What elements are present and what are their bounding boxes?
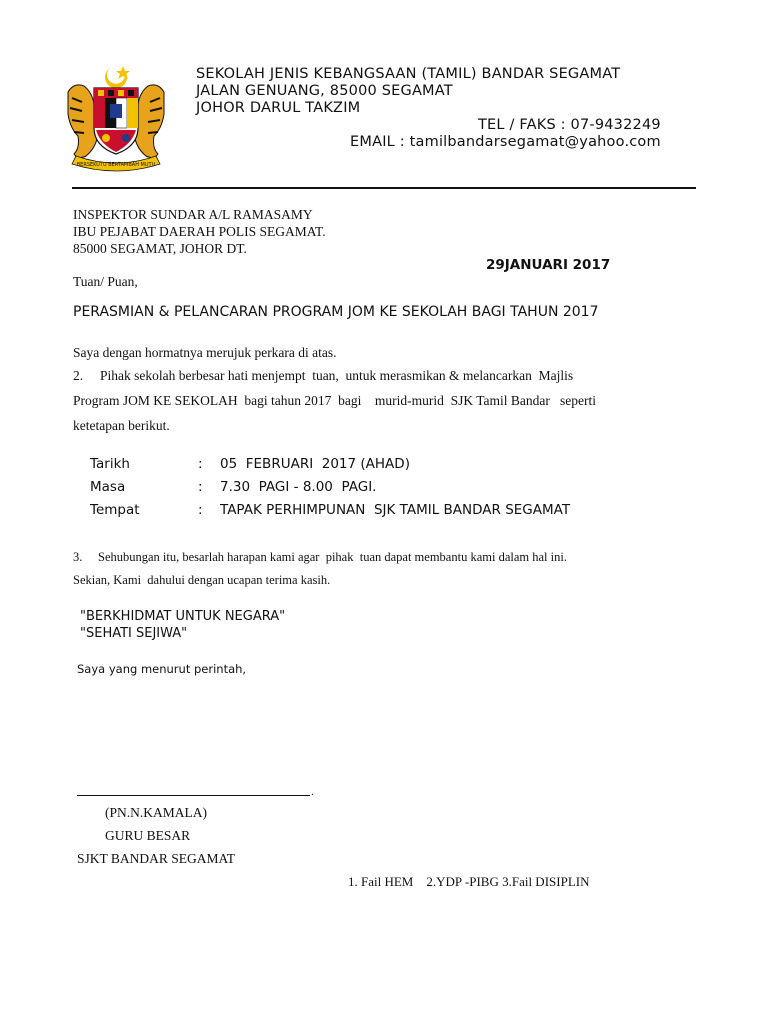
body-paragraph-2-line-1: 2. Pihak sekolah berbesar hati menjempt tuan, untuk merasmikan & melancarkan Majlis <box>73 368 574 383</box>
phone-fax: TEL / FAKS : 07-9432249 <box>478 117 661 133</box>
address-line-2: JOHOR DARUL TAKZIM <box>196 100 361 116</box>
motto-line-2: "SEHATI SEJIWA" <box>80 626 188 641</box>
school-name: SEKOLAH JENIS KEBANGSAAN (TAMIL) BANDAR SEGAMAT <box>196 66 621 82</box>
letter-subject: PERASMIAN & PELANCARAN PROGRAM JOM KE SEKOLAH BAGI TAHUN 2017 <box>73 304 599 320</box>
event-value: 7.30 PAGI - 8.00 PAGI. <box>220 479 377 495</box>
coat-of-arms-emblem <box>60 62 172 174</box>
event-label: Masa <box>90 479 126 495</box>
address-line-1: JALAN GENUANG, 85000 SEGAMAT <box>196 83 453 99</box>
signatory-name: (PN.N.KAMALA) <box>105 805 207 820</box>
closing-phrase: Saya yang menurut perintah, <box>77 662 247 676</box>
signatory-title: GURU BESAR <box>105 828 191 843</box>
signatory-school: SJKT BANDAR SEGAMAT <box>77 851 236 866</box>
salutation: Tuan/ Puan, <box>73 274 138 289</box>
event-row-date <box>90 456 650 474</box>
event-row-time <box>90 479 650 497</box>
event-separator: : <box>198 456 203 472</box>
recipient-address: 85000 SEGAMAT, JOHOR DT. <box>73 241 247 256</box>
letter-date: 29JANUARI 2017 <box>486 257 611 273</box>
body-paragraph-2-line-3: ketetapan berikut. <box>73 418 170 433</box>
emblem-motto: BERSEKUTU BERTAMBAH MUTU <box>76 162 156 168</box>
event-separator: : <box>198 479 203 495</box>
email-address[interactable]: EMAIL : tamilbandarsegamat@yahoo.com <box>350 134 661 150</box>
recipient-office: IBU PEJABAT DAERAH POLIS SEGAMAT. <box>73 224 326 239</box>
event-value: TAPAK PERHIMPUNAN SJK TAMIL BANDAR SEGAMAT <box>220 502 571 518</box>
motto-line-1: "BERKHIDMAT UNTUK NEGARA" <box>80 609 286 624</box>
event-separator: : <box>198 502 203 518</box>
body-paragraph-3: 3. Sehubungan itu, besarlah harapan kami agar pihak tuan dapat membantu kami dalam hal ini. <box>73 550 567 564</box>
event-value: 05 FEBRUARI 2017 (AHAD) <box>220 456 410 472</box>
event-row-venue <box>90 502 690 520</box>
body-paragraph-4: Sekian, Kami dahului dengan ucapan terima kasih. <box>73 573 331 587</box>
signature-line-end: . <box>311 784 314 798</box>
carbon-copy-list: 1. Fail HEM 2.YDP -PIBG 3.Fail DISIPLIN <box>348 874 590 889</box>
body-paragraph-2-line-2: Program JOM KE SEKOLAH bagi tahun 2017 bagi murid-murid SJK Tamil Bandar seperti <box>73 393 596 408</box>
body-paragraph-1: Saya dengan hormatnya merujuk perkara di atas. <box>73 345 337 360</box>
event-label: Tarikh <box>90 456 130 472</box>
recipient-name: INSPEKTOR SUNDAR A/L RAMASAMY <box>73 207 313 222</box>
event-label: Tempat <box>90 502 140 518</box>
signature-line <box>77 795 310 796</box>
header-divider <box>72 187 696 189</box>
